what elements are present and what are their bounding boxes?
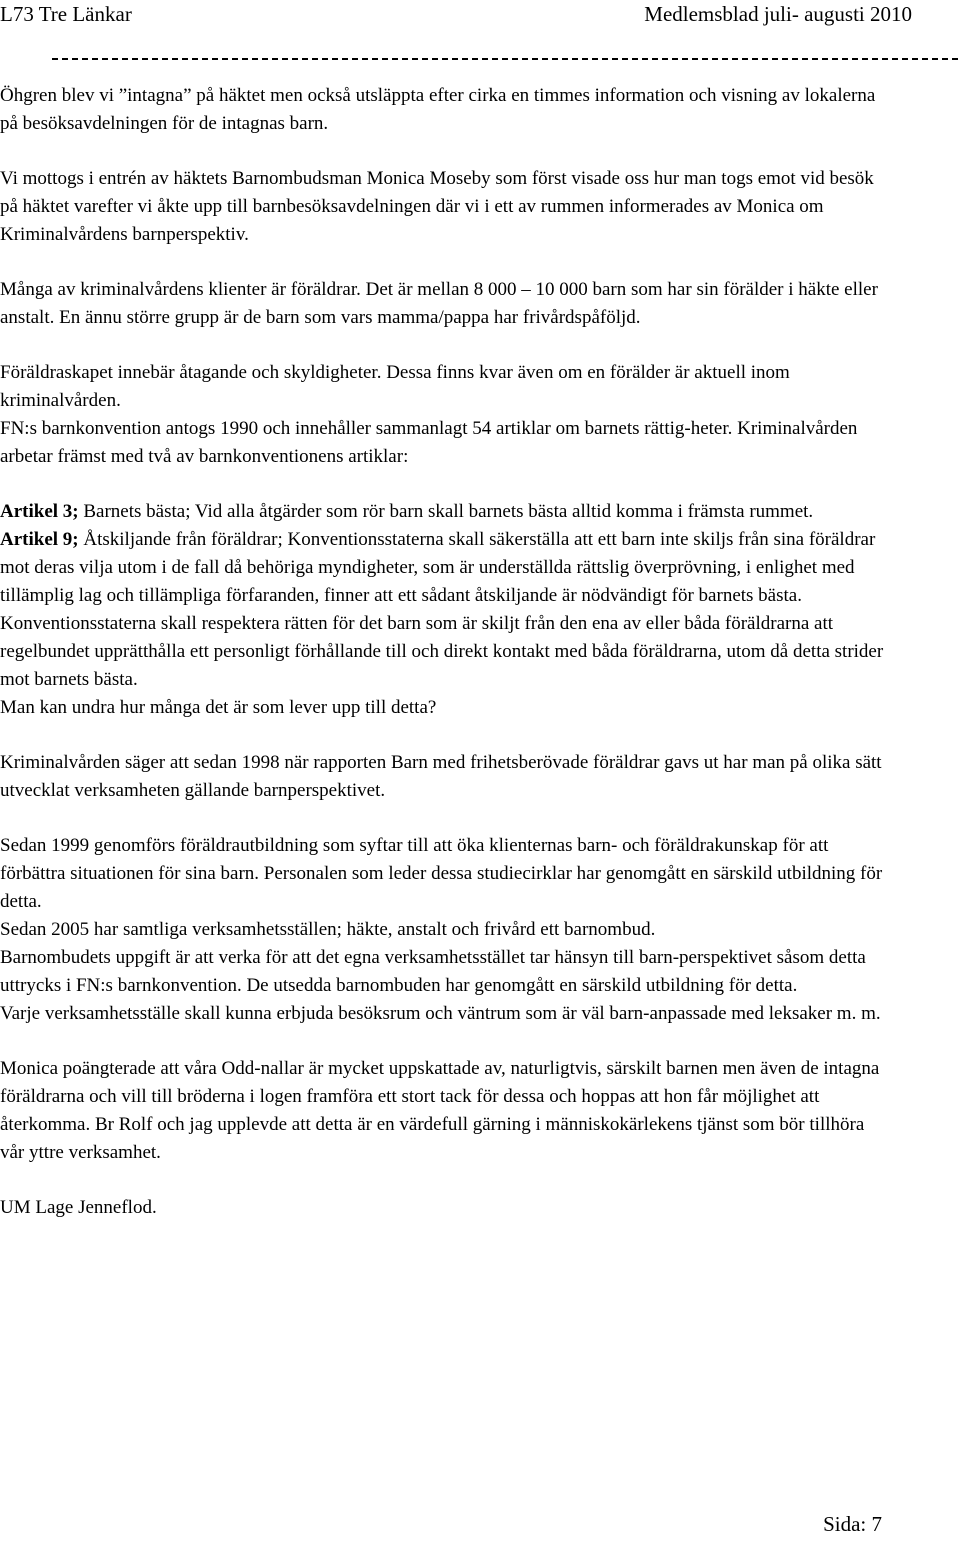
page-number: Sida: 7	[823, 1512, 882, 1536]
article-9-text: Åtskiljande från föräldrar; Konventionsstaterna skall säkerställa att ett barn inte skiljs från sina föräldrar mot deras vilja utom i de fall då behöriga myndigheter, som är underställda rättslig överprövning, i enlighet med tillämplig lag och tillämpliga förfaranden, finner att ett sådant åtskiljande är nödvändigt för barnets bästa.	[0, 529, 876, 606]
article-body	[0, 82, 890, 1222]
article-9	[0, 526, 890, 610]
paragraph-clients: Många av kriminalvårdens klienter är föräldrar. Det är mellan 8 000 – 10 000 barn som har sin förälder i häkte eller anstalt. En ännu större grupp är de barn som vars mamma/pappa har frivårdspåföljd.	[0, 279, 878, 328]
article-3	[0, 498, 890, 526]
issue-label: Medlemsblad juli- augusti 2010	[644, 2, 912, 26]
paragraph-report: Kriminalvården säger att sedan 1998 när rapporten Barn med frihetsberövade föräldrar gavs ut har man på olika sätt utvecklat verksamheten gällande barnperspektivet.	[0, 752, 882, 801]
page-header	[0, 0, 960, 30]
paragraph-training: Sedan 1999 genomförs föräldrautbildning som syftar till att öka klienternas barn- och föräldrakunskap för att förbättra situationen för sina barn. Personalen som leder dessa studiecirklar har genomgått en särskild utbildning för detta.	[0, 835, 883, 912]
paragraph-reception: Vi mottogs i entrén av häktets Barnombudsman Monica Moseby som först visade oss hur man togs emot vid besök på häktet varefter vi åkte upp till barnbesöksavdelningen där vi i ett av rummen informerades av Monica om Kriminalvårdens barnperspektiv.	[0, 168, 874, 245]
paragraph-ombud: Sedan 2005 har samtliga verksamhetsställen; häkte, anstalt och frivård ett barnombud.	[0, 919, 656, 940]
paragraph-convention: FN:s barnkonvention antogs 1990 och innehåller sammanlagt 54 artiklar om barnets rättig-heter. Kriminalvården arbetar främst med två av barnkonventionens artiklar:	[0, 418, 858, 467]
header-divider	[52, 58, 958, 60]
signature: UM Lage Jenneflod.	[0, 1197, 157, 1218]
article-9-label: Artikel 9;	[0, 529, 79, 550]
paragraph-parenthood: Föräldraskapet innebär åtagande och skyldigheter. Dessa finns kvar även om en förälder är aktuell inom kriminalvården.	[0, 362, 790, 411]
paragraph-visiting-rooms: Varje verksamhetsställe skall kunna erbjuda besöksrum och väntrum som är väl barn-anpassade med leksaker m. m.	[0, 1003, 881, 1024]
paragraph-intro: Öhgren blev vi ”intagna” på häktet men också utsläppta efter cirka en timmes information och visning av lokalerna på besöksavdelningen för de intagnas barn.	[0, 85, 876, 134]
paragraph-ombud-task: Barnombudets uppgift är att verka för att det egna verksamhetsstället tar hänsyn till barn-perspektivet såsom detta uttrycks i FN:s barnkonvention. De utsedda barnombuden har genomgått en särskild utbildning för detta.	[0, 947, 866, 996]
paragraph-question: Man kan undra hur många det är som lever upp till detta?	[0, 697, 437, 718]
article-3-label: Artikel 3;	[0, 501, 79, 522]
publication-title: L73 Tre Länkar	[0, 2, 132, 26]
article-3-text: Barnets bästa; Vid alla åtgärder som rör barn skall barnets bästa alltid komma i främsta rummet.	[83, 501, 814, 522]
paragraph-odd-nallar: Monica poängterade att våra Odd-nallar är mycket uppskattade av, naturligtvis, särskilt barnen men även de intagna föräldrarna och vill till bröderna i logen framföra ett stort tack för dessa och hoppas att hon får möjlighet att återkomma. Br Rolf och jag upplevde att detta är en värdefull gärning i människokärlekens tjänst som bör tillhöra vår yttre verksamhet.	[0, 1058, 880, 1163]
paragraph-contact-right: Konventionsstaterna skall respektera rätten för det barn som är skiljt från den ena av eller båda föräldrarna att regelbundet upprätthålla ett personligt förhållande till och direkt kontakt med båda föräldrarna, utom då detta strider mot barnets bästa.	[0, 613, 884, 690]
